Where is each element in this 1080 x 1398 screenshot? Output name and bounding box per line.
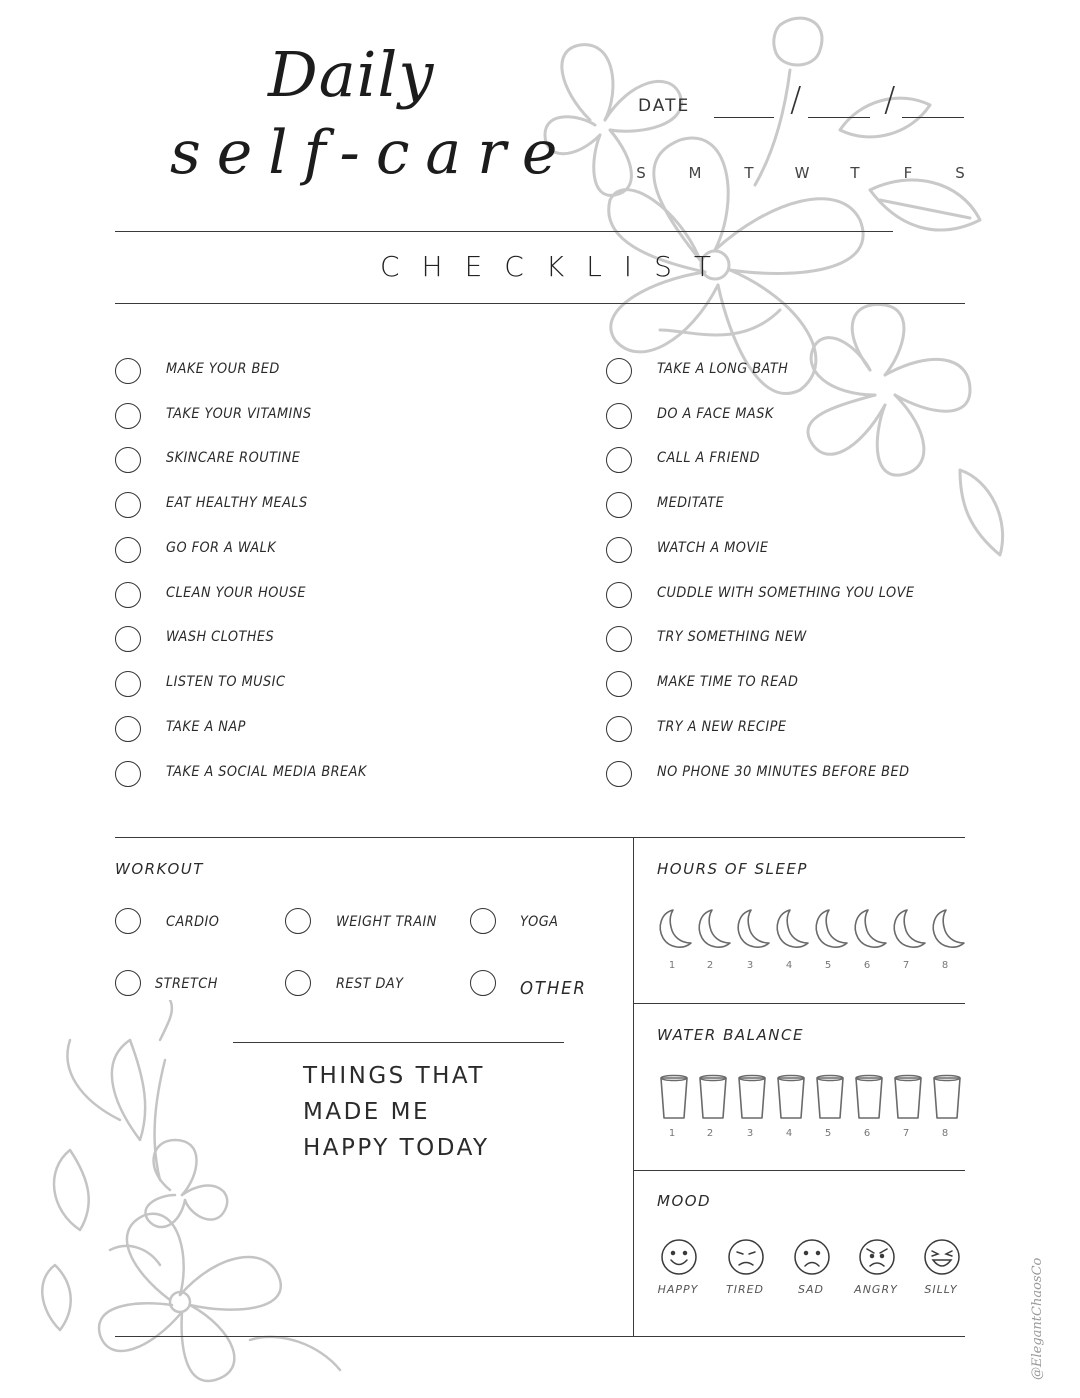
checkbox-circle[interactable] — [606, 761, 632, 787]
checklist-item-label: CLEAN YOUR HOUSE — [166, 585, 307, 601]
checklist-item-label: TAKE A SOCIAL MEDIA BREAK — [166, 764, 367, 780]
sleep-hour-number: 6 — [863, 960, 871, 971]
workout-option-label: STRETCH — [155, 976, 218, 992]
divider — [633, 837, 634, 1337]
moon-icon[interactable] — [738, 910, 769, 947]
workout-checkbox[interactable] — [115, 970, 141, 996]
checklist-item-label: CUDDLE WITH SOMETHING YOU LOVE — [657, 585, 915, 601]
checklist-item-label: EAT HEALTHY MEALS — [166, 495, 308, 511]
mood-faces — [655, 1236, 975, 1280]
moon-icon[interactable] — [855, 910, 886, 947]
day-monday[interactable]: M — [688, 164, 702, 182]
sleep-hour-number: 2 — [706, 960, 714, 971]
water-glass-number: 3 — [746, 1128, 754, 1139]
day-friday[interactable]: F — [903, 164, 913, 182]
happy-line-3: HAPPY TODAY — [303, 1135, 490, 1161]
checklist-item-label: MAKE TIME TO READ — [657, 674, 799, 690]
checklist-item-label: TRY A NEW RECIPE — [657, 719, 787, 735]
water-glass-number: 1 — [668, 1128, 676, 1139]
checkbox-circle[interactable] — [115, 447, 141, 473]
moon-icon[interactable] — [816, 910, 847, 947]
glass-icon[interactable] — [895, 1076, 921, 1119]
workout-checkbox[interactable] — [470, 908, 496, 934]
checklist-item-label: TRY SOMETHING NEW — [657, 629, 807, 645]
checkbox-circle[interactable] — [115, 716, 141, 742]
sleep-hour-number: 5 — [824, 960, 832, 971]
happy-face-icon[interactable] — [662, 1240, 696, 1274]
workout-checkbox[interactable] — [470, 970, 496, 996]
mood-title: MOOD — [657, 1192, 712, 1210]
glass-icon[interactable] — [934, 1076, 960, 1119]
happy-notes-area[interactable] — [233, 1170, 623, 1330]
checkbox-circle[interactable] — [606, 403, 632, 429]
divider — [115, 837, 965, 838]
checklist-item-label: MAKE YOUR BED — [166, 361, 280, 377]
sad-face-icon[interactable] — [795, 1240, 829, 1274]
sleep-hour-number: 4 — [785, 960, 793, 971]
water-title: WATER BALANCE — [657, 1026, 804, 1044]
glass-icon[interactable] — [778, 1076, 804, 1119]
sleep-hour-number: 8 — [941, 960, 949, 971]
workout-option-label: REST DAY — [336, 976, 404, 992]
sleep-moons — [650, 905, 970, 955]
mood-label: SILLY — [924, 1283, 958, 1296]
workout-option-label: YOGA — [520, 914, 559, 930]
date-day-field[interactable] — [808, 117, 870, 118]
checkbox-circle[interactable] — [115, 358, 141, 384]
checkbox-circle[interactable] — [115, 582, 141, 608]
sleep-hour-number: 1 — [668, 960, 676, 971]
glass-icon[interactable] — [856, 1076, 882, 1119]
checkbox-circle[interactable] — [606, 537, 632, 563]
tired-face-icon[interactable] — [729, 1240, 763, 1274]
divider — [115, 303, 965, 304]
checkbox-circle[interactable] — [115, 761, 141, 787]
checkbox-circle[interactable] — [606, 671, 632, 697]
checkbox-circle[interactable] — [115, 626, 141, 652]
sleep-title: HOURS OF SLEEP — [657, 860, 808, 878]
glass-icon[interactable] — [661, 1076, 687, 1119]
moon-icon[interactable] — [894, 910, 925, 947]
silly-face-icon[interactable] — [925, 1240, 959, 1274]
angry-face-icon[interactable] — [860, 1240, 894, 1274]
checklist-item-label: DO A FACE MASK — [657, 406, 774, 422]
day-thursday[interactable]: T — [850, 164, 860, 182]
moon-icon[interactable] — [933, 910, 964, 947]
divider — [115, 231, 893, 232]
workout-option-label: OTHER — [520, 978, 587, 999]
water-glass-number: 8 — [941, 1128, 949, 1139]
happy-line-2: MADE ME — [303, 1099, 431, 1125]
checklist-item-label: WASH CLOTHES — [166, 629, 275, 645]
water-glass-number: 6 — [863, 1128, 871, 1139]
checkbox-circle[interactable] — [115, 537, 141, 563]
water-glasses — [650, 1074, 970, 1124]
checklist-item-label: GO FOR A WALK — [166, 540, 277, 556]
checkbox-circle[interactable] — [606, 358, 632, 384]
workout-option-label: CARDIO — [166, 914, 220, 930]
checklist-item-label: NO PHONE 30 MINUTES BEFORE BED — [657, 764, 910, 780]
checklist-item-label: MEDITATE — [657, 495, 725, 511]
checkbox-circle[interactable] — [606, 447, 632, 473]
moon-icon[interactable] — [660, 910, 691, 947]
moon-icon[interactable] — [699, 910, 730, 947]
title-daily: Daily — [268, 38, 435, 111]
checkbox-circle[interactable] — [606, 492, 632, 518]
date-slash: / — [790, 80, 802, 120]
glass-icon[interactable] — [817, 1076, 843, 1119]
divider — [633, 1003, 965, 1004]
checkbox-circle[interactable] — [606, 582, 632, 608]
day-sunday[interactable]: S — [636, 164, 646, 182]
divider — [115, 1336, 965, 1337]
workout-title: WORKOUT — [115, 860, 204, 878]
mood-label: ANGRY — [854, 1283, 898, 1296]
checkbox-circle[interactable] — [606, 626, 632, 652]
checklist-item-label: TAKE A NAP — [166, 719, 246, 735]
mood-label: TIRED — [725, 1283, 765, 1296]
checkbox-circle[interactable] — [115, 403, 141, 429]
day-tuesday[interactable]: T — [744, 164, 754, 182]
date-year-field[interactable] — [902, 117, 964, 118]
checklist-item-label: WATCH A MOVIE — [657, 540, 769, 556]
checklist-item-label: CALL A FRIEND — [657, 450, 760, 466]
happy-today-heading — [303, 1058, 490, 1166]
checklist-item-label: TAKE A LONG BATH — [657, 361, 789, 377]
sleep-hour-number: 7 — [902, 960, 910, 971]
workout-checkbox[interactable] — [285, 908, 311, 934]
checkbox-circle[interactable] — [115, 671, 141, 697]
water-glass-number: 4 — [785, 1128, 793, 1139]
checkbox-circle[interactable] — [115, 492, 141, 518]
glass-icon[interactable] — [700, 1076, 726, 1119]
day-wednesday[interactable]: W — [794, 164, 810, 182]
divider — [233, 1042, 564, 1043]
watermark: @ElegantChaosCo — [1030, 1257, 1045, 1380]
title-self-care: self-care — [170, 118, 574, 188]
workout-checkbox[interactable] — [285, 970, 311, 996]
glass-icon[interactable] — [739, 1076, 765, 1119]
water-glass-number: 5 — [824, 1128, 832, 1139]
mood-label: SAD — [798, 1283, 824, 1296]
water-glass-number: 2 — [706, 1128, 714, 1139]
checklist-title: CHECKLIST — [380, 250, 733, 283]
workout-option-label: WEIGHT TRAIN — [336, 914, 437, 930]
water-glass-number: 7 — [902, 1128, 910, 1139]
moon-icon[interactable] — [777, 910, 808, 947]
mood-label: HAPPY — [657, 1283, 699, 1296]
checklist-item-label: SKINCARE ROUTINE — [166, 450, 301, 466]
date-month-field[interactable] — [714, 117, 774, 118]
sleep-hour-number: 3 — [746, 960, 754, 971]
happy-line-1: THINGS THAT — [303, 1063, 485, 1089]
day-saturday[interactable]: S — [955, 164, 965, 182]
checklist-item-label: TAKE YOUR VITAMINS — [166, 406, 312, 422]
workout-checkbox[interactable] — [115, 908, 141, 934]
divider — [633, 1170, 965, 1171]
checkbox-circle[interactable] — [606, 716, 632, 742]
date-label: DATE — [638, 96, 691, 116]
checklist-item-label: LISTEN TO MUSIC — [166, 674, 286, 690]
date-slash: / — [884, 80, 896, 120]
